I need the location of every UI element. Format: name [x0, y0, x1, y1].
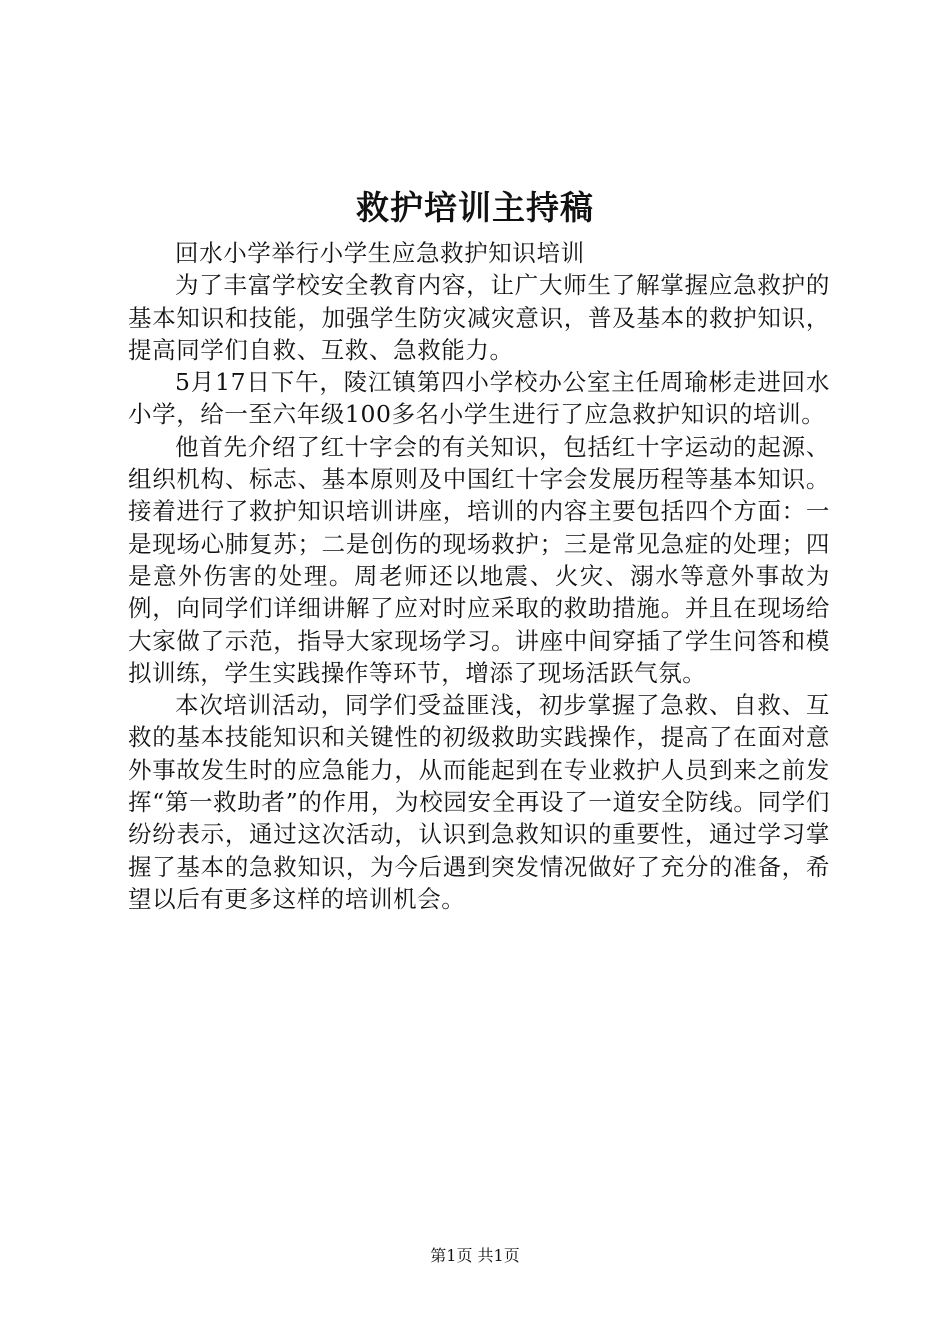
document-body [128, 237, 830, 915]
paragraph-conclusion: 本次培训活动，同学们受益匪浅，初步掌握了急救、自救、互救的基本技能知识和关键性的初级救助实践操作，提高了在面对意外事故发生时的应急能力，从而能起到在专业救护人员到来之前发挥“第一救助者”的作用，为校园安全再设了一道安全防线。同学们纷纷表示，通过这次活动，认识到急救知识的重要性，通过学习掌握了基本的急救知识，为今后遇到突发情况做好了充分的准备，希望以后有更多这样的培训机会。 [128, 691, 830, 913]
paragraph-subtitle: 回水小学举行小学生应急救护知识培训 [175, 239, 585, 267]
page-number-footer: 第1页 共1页 [430, 1246, 520, 1265]
paragraph-purpose: 为了丰富学校安全教育内容，让广大师生了解掌握应急救护的基本知识和技能，加强学生防灾减灾意识，普及基本的救护知识，提高同学们自救、互救、急救能力。 [128, 271, 830, 364]
paragraph-event: 5月17日下午，陵江镇第四小学校办公室主任周瑜彬走进回水小学，给一至六年级100多名小学生进行了应急救护知识的培训。 [128, 368, 830, 429]
paragraph-content: 他首先介绍了红十字会的有关知识，包括红十字运动的起源、组织机构、标志、基本原则及中国红十字会发展历程等基本知识。接着进行了救护知识培训讲座，培训的内容主要包括四个方面：一是现场心肺复苏；二是创伤的现场救护；三是常见急症的处理；四是意外伤害的处理。周老师还以地震、火灾、溺水等意外事故为例，向同学们详细讲解了应对时应采取的救助措施。并且在现场给大家做了示范，指导大家现场学习。讲座中间穿插了学生问答和模拟训练，学生实践操作等环节，增添了现场活跃气氛。 [128, 432, 830, 687]
document-title: 救护培训主持稿 [356, 188, 594, 227]
